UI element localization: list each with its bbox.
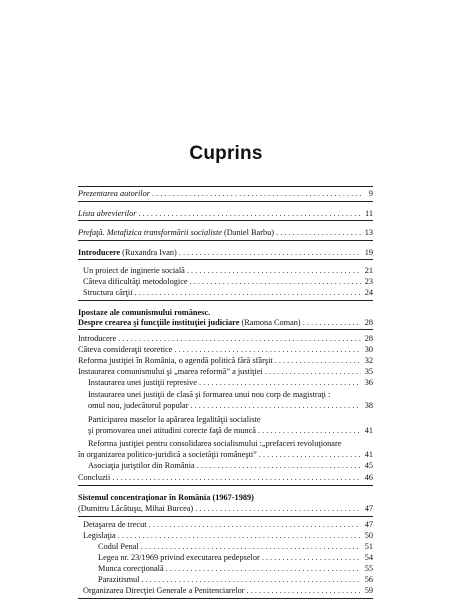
- divider: [78, 186, 373, 187]
- toc-page-number: 32: [364, 356, 373, 365]
- toc-entry-title: Reforma justiţiei în România, o agendă politică fără sfârşit: [78, 356, 273, 365]
- toc-page-number: 24: [364, 288, 373, 297]
- toc-entry-title: Structura cărţii: [83, 288, 133, 297]
- page-title: Cuprins: [189, 143, 263, 164]
- divider: [78, 220, 373, 221]
- toc-entry: [78, 227, 373, 238]
- toc-page-number: 35: [364, 367, 373, 376]
- toc-entry-title: Participarea maselor la apărarea legalităţii socialiste: [88, 415, 261, 424]
- toc-entry-title: Câteva consideraţii teoretice: [78, 345, 173, 354]
- toc-entry: [88, 414, 373, 425]
- toc-entry-title: (Dumitru Lăcătuşu, Mihai Burcea): [78, 504, 194, 513]
- dot-leader: [303, 317, 361, 328]
- divider: [78, 201, 373, 202]
- dot-leader: [187, 265, 361, 276]
- toc-page-number: 36: [364, 378, 373, 387]
- toc-page-number: 38: [364, 401, 373, 410]
- toc-entry-title: Prezentarea autorilor: [78, 189, 150, 198]
- toc-page-number: 46: [364, 473, 373, 482]
- dot-leader: [174, 344, 361, 355]
- toc-entry-title: Codul Penal: [98, 542, 139, 551]
- toc-entry-title: Organizarea Direcţiei Generale a Penitenciarelor: [83, 586, 245, 595]
- dot-leader: [135, 287, 361, 298]
- dot-leader: [247, 585, 361, 596]
- toc-entry: [83, 265, 373, 276]
- toc-entry: [98, 574, 373, 585]
- divider: [78, 485, 373, 486]
- dot-leader: [262, 552, 361, 563]
- toc-entry-title: şi promovarea unei atitudini corecte faţă de muncă: [88, 426, 256, 435]
- toc-entry-title: Ipostaze ale comunismului românesc.: [78, 308, 211, 317]
- toc-entry-title: Introducere: [78, 334, 117, 343]
- toc-page-number: 30: [364, 345, 373, 354]
- dot-leader: [118, 530, 361, 541]
- toc-entry: [78, 208, 373, 219]
- toc-entry-title: Instaurarea comunismului şi „marea reformă” a justiţiei: [78, 367, 263, 376]
- toc-entry-title: Prefaţă. Metafizica transformării socialiste (Daniel Barbu): [78, 228, 275, 237]
- toc-entry: [88, 377, 373, 388]
- toc-entry: [83, 585, 373, 596]
- toc-entry-title: Munca corecţională: [98, 564, 164, 573]
- toc-entry: [78, 188, 373, 199]
- toc-entry-title: Detaşarea de trecut: [83, 520, 147, 529]
- toc-page-number: 47: [364, 520, 373, 529]
- toc-page-number: 41: [364, 450, 373, 459]
- toc-entry: [83, 519, 373, 530]
- toc-page-number: 19: [364, 248, 373, 257]
- toc-entry: [78, 503, 373, 514]
- toc-entry: [98, 541, 373, 552]
- toc-entry: [83, 530, 373, 541]
- toc-page-number: 55: [364, 564, 373, 573]
- dot-leader: [179, 247, 361, 258]
- toc-entry: [78, 355, 373, 366]
- toc-entry: [98, 552, 373, 563]
- toc-entry: [98, 563, 373, 574]
- toc-entry-title: Legea nr. 23/1969 privind executarea pedepselor: [98, 553, 260, 562]
- toc-entry-title: Introducere (Ruxandra Ivan): [78, 248, 177, 257]
- dot-leader: [190, 400, 361, 411]
- dot-leader: [118, 333, 361, 344]
- toc-entry: [88, 389, 373, 400]
- toc-entry: [78, 366, 373, 377]
- toc-entry: [78, 333, 373, 344]
- dot-leader: [195, 503, 361, 514]
- toc-entry: [78, 344, 373, 355]
- toc-entry-title: Reforma justiţiei pentru consolidarea socialismului :„prefaceri revoluţionare: [88, 439, 342, 448]
- dot-leader: [275, 355, 361, 366]
- toc-entry-title: Legislaţia: [83, 531, 116, 540]
- toc-entry: [88, 425, 373, 436]
- toc-entry-title: Sistemul concentraţionar în România (1967-1989): [78, 493, 254, 502]
- toc-entry-title: Instaurarea unei justiţii de clasă şi formarea unui nou corp de magistraţi :: [88, 390, 331, 399]
- dot-leader: [152, 188, 361, 199]
- toc-page-number: 11: [365, 209, 373, 218]
- toc-entry-title: Concluzii: [78, 473, 111, 482]
- dot-leader: [141, 574, 361, 585]
- dot-leader: [276, 227, 361, 238]
- dot-leader: [190, 276, 361, 287]
- toc-entry-title: Despre crearea şi funcţiile instituţiei judiciare (Ramona Coman): [78, 318, 301, 327]
- toc-entry-title: Asociaţia juriştilor din România: [88, 461, 195, 470]
- toc-entry-author: (Ramona Coman): [239, 318, 301, 327]
- toc-page-number: 45: [364, 461, 373, 470]
- divider: [78, 240, 373, 241]
- dot-leader: [258, 425, 361, 436]
- dot-leader: [138, 208, 361, 219]
- dot-leader: [199, 377, 361, 388]
- toc-entry-title: Parazitismul: [98, 575, 140, 584]
- toc-entry-title: Lista abrevierilor: [78, 209, 137, 218]
- toc-entry-title: Un proiect de inginerie socială: [83, 266, 185, 275]
- toc-page-number: 59: [364, 586, 373, 595]
- toc-page-number: 51: [364, 542, 373, 551]
- toc-entry-title: Instaurarea unei justiţii represive: [88, 378, 197, 387]
- toc-page-number: 28: [364, 334, 373, 343]
- toc-page-number: 13: [364, 228, 373, 237]
- toc-page-number: 41: [364, 426, 373, 435]
- toc-entry-title: Câteva dificultăţi metodologice: [83, 277, 188, 286]
- toc-entry-title: în organizarea politico-juridică a societăţii româneşti”: [78, 450, 257, 459]
- divider: [78, 329, 373, 330]
- dot-leader: [112, 472, 361, 483]
- toc-page-number: 54: [364, 553, 373, 562]
- toc-page-number: 50: [364, 531, 373, 540]
- toc-entry: [78, 492, 373, 503]
- toc-entry-title: omul nou, judecătorul popular: [88, 401, 189, 410]
- toc-page-number: 28: [364, 318, 373, 327]
- toc-page-number: 47: [364, 504, 373, 513]
- toc-page-number: 23: [364, 277, 373, 286]
- dot-leader: [149, 519, 361, 530]
- toc-entry: [78, 449, 373, 460]
- toc-page-number: 21: [364, 266, 373, 275]
- toc-entry: [78, 472, 373, 483]
- toc-entry: [78, 317, 373, 328]
- divider: [78, 516, 373, 517]
- toc-entry: [83, 287, 373, 298]
- toc-entry: [88, 460, 373, 471]
- toc-entry: [88, 438, 373, 449]
- dot-leader: [265, 366, 361, 377]
- toc-entry: [83, 276, 373, 287]
- toc-entry: [88, 400, 373, 411]
- dot-leader: [166, 563, 361, 574]
- toc-entry-author: (Ruxandra Ivan): [120, 248, 177, 257]
- dot-leader: [141, 541, 361, 552]
- toc-entry: [78, 247, 373, 258]
- toc-page-number: 56: [364, 575, 373, 584]
- dot-leader: [259, 449, 361, 460]
- dot-leader: [197, 460, 361, 471]
- toc-entry-author: (Daniel Barbu): [221, 228, 275, 237]
- divider: [78, 300, 373, 301]
- toc-page-number: 9: [368, 189, 373, 198]
- divider: [78, 259, 373, 260]
